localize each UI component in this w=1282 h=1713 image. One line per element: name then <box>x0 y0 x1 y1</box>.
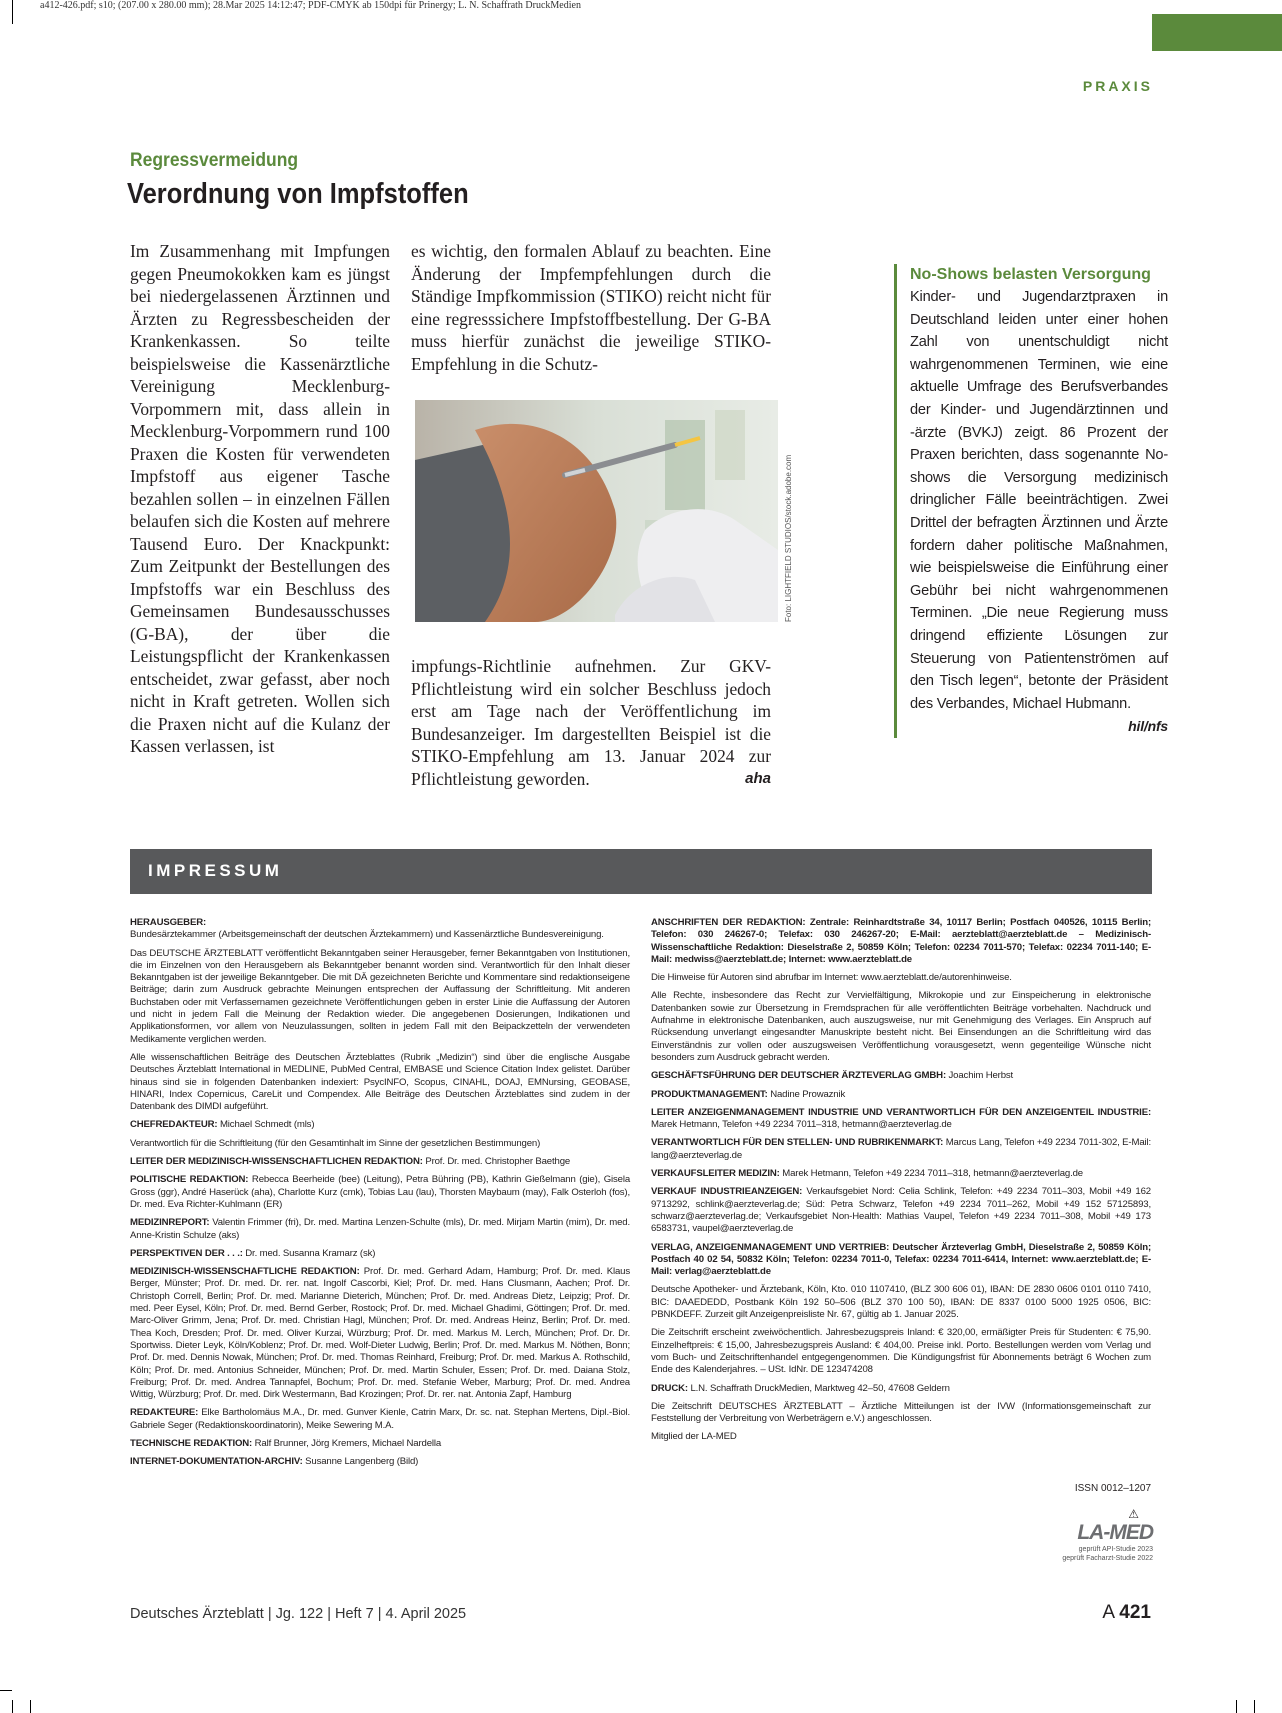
impressum-entry <box>651 1107 1151 1132</box>
journal-footer: Deutsches Ärzteblatt | Jg. 122 | Heft 7 | 4. April 2025 <box>130 1606 467 1622</box>
impressum-text: Joachim Herbst <box>948 1070 1014 1082</box>
impressum-right-column <box>651 917 1151 1450</box>
impressum-title: IMPRESSUM <box>148 861 283 880</box>
impressum-text: Verkaufsgebiet Nord: Celia Schlink, Telefon: +49 2234 7011–303, Mobil +49 162 9713292, schlink@aerzteverlag.de; Süd: Petra Schwarz, Telefon +49 2234 7011–262, Mobil +49 152 57125893, schwarz@aerzteverlag.de; Verkaufsgebiet Non-Health: Mathias Vaupel, Telefon +49 2234 7011–308, Mobil +49 173 6583731, vaupel@aerzteverlag.de <box>651 1186 1151 1235</box>
vaccination-photo <box>415 400 778 622</box>
impressum-label: VERKAUF INDUSTRIEANZEIGEN: <box>651 1186 803 1198</box>
impressum-label: ANSCHRIFTEN DER REDAKTION: <box>651 917 806 928</box>
section-color-tab <box>1152 14 1282 51</box>
impressum-entry <box>130 1174 630 1211</box>
sidebar-body <box>910 286 1168 735</box>
impressum-entry <box>130 1052 630 1113</box>
impressum-text: Dr. med. Susanna Kramarz (sk) <box>245 1247 376 1259</box>
impressum-text: Susanne Langenberg (Bild) <box>305 1456 419 1468</box>
impressum-label: PERSPEKTIVEN DER . . .: <box>130 1247 243 1259</box>
impressum-text: Alle wissenschaftlichen Beiträge des Deutschen Ärzteblattes (Rubrik „Medizin“) sind über die englische Ausgabe Deutsches Ärzteblatt International in MEDLINE, PubMed Central, EMBASE und Science Citation Index gelistet. Darüber hinaus sind sie in folgenden Datenbanken indexiert: PsycINFO, Scopus, CINAHL, DOAJ, EMNursing, GEOBASE, HINARI, Index Copernicus, CareLit und Compendex. Alle Beiträge des Deutschen Ärzteblattes sind zudem in der Datenbank des DIMDI aufgeführt. <box>130 1051 630 1113</box>
impressum-entry <box>130 1266 630 1401</box>
news-sidebar <box>894 264 1168 738</box>
impressum-entry <box>651 1383 1151 1395</box>
sidebar-signature: hil/nfs <box>1128 718 1168 735</box>
crop-mark <box>12 0 13 24</box>
impressum-entry <box>651 1168 1151 1180</box>
impressum-label: VERLAG, ANZEIGENMANAGEMENT UND VERTRIEB: <box>651 1241 890 1253</box>
impressum-text: Das DEUTSCHE ÄRZTEBLATT veröffentlicht Bekanntgaben seiner Herausgeber, ferner Bekanntgaben von Institutionen, die im Einzelnen von den Herausgebern als Bekanntgeber benannt worden sind. Verantwortlich für den Inhalt dieser Bekanntgaben ist der jeweilige Bekanntgeber. Die mit DÄ gezeichneten Berichte und Kommentare sind redaktionseigene Beiträge; darin zum Ausdruck gebrachte Meinungen entsprechen der Auffassung der Schriftleitung. Mit anderen Buchstaben oder mit Verfassernamen gezeichnete Veröffentlichungen geben in erster Linie die Auffassung der Autoren und nicht in jedem Fall die Meinung der Redaktion wieder. Die angegebenen Dosierungen, Indikationen und Applikationsformen, vor allem von Neuzulassungen, sollten in jedem Fall mit den Beipackzetteln der verwendeten Medikamente verglichen werden. <box>130 947 630 1045</box>
impressum-label: LEITER DER MEDIZINISCH-WISSENSCHAFTLICHEN REDAKTION: <box>130 1156 423 1168</box>
impressum-label: LEITER ANZEIGENMANAGEMENT INDUSTRIE UND VERANTWORTLICH FÜR DEN ANZEIGENTEIL INDUSTRIE: <box>651 1106 1151 1118</box>
impressum-entry <box>651 1401 1151 1426</box>
crop-mark <box>0 1690 12 1691</box>
impressum-entry <box>130 917 630 942</box>
impressum-text: Zentrale: Reinhardtstraße 34, 10117 Berlin; Postfach 040526, 10115 Berlin; Telefon: 030 246267-0; Telefax: 030 246267-20; E-Mail: aerzteblatt@aerzteblatt.de – Medizinisch-Wissenschaftliche Redaktion: Dieselstraße 2, 50859 Köln; Telefon: 02234 7011-570; Telefax: 02234 7011-140; E-Mail: medwiss@aerzteblatt.de; Internet: www.aerzteblatt.de <box>651 917 1151 965</box>
lamed-logo: LA-MED <box>1077 1521 1153 1544</box>
lamed-note-line: geprüft Facharzt-Studie 2022 <box>1062 1555 1153 1562</box>
impressum-text: Valentin Frimmer (fri), Dr. med. Martina Lenzen-Schulte (mls), Dr. med. Mirjam Martin (mim), Dr. med. Anne-Kristin Schulze (aks) <box>130 1217 631 1241</box>
impressum-text: Deutscher Ärzteverlag GmbH, Dieselstraße 2, 50859 Köln; Postfach 40 02 54, 50832 Köln; Telefon: 02234 7011-0, Telefax: 02234 7011-6414, Internet: www.aerzteblatt.de; E-Mail: verlag@aerzteblatt.de <box>651 1241 1151 1278</box>
crop-mark <box>30 1700 31 1713</box>
page-prefix: A <box>1102 1602 1115 1623</box>
section-label: PRAXIS <box>1082 78 1153 94</box>
impressum-entry <box>651 972 1151 984</box>
impressum-entry <box>651 1070 1151 1082</box>
impressum-label: TECHNISCHE REDAKTION: <box>130 1437 253 1449</box>
impressum-text: Rebecca Beerheide (bee) (Leitung), Petra Bühring (PB), Kathrin Gießelmann (gie), Gisela Gross (ggr), André Haserück (aha), Charlotte Kurz (cmk), Tobias Lau (lau), Thorsten Maybaum (may), Falk Osterloh (fos), Dr. med. Eva Richter-Kuhlmann (ER) <box>130 1174 631 1210</box>
article-column-2-top <box>411 240 771 375</box>
sidebar-title: No-Shows belasten Versorgung <box>910 266 1151 283</box>
impressum-left-column <box>130 917 630 1475</box>
impressum-entry <box>651 1284 1151 1321</box>
impressum-label: HERAUSGEBER: <box>130 917 207 928</box>
impressum-entry <box>651 1186 1151 1235</box>
impressum-entry <box>651 1137 1151 1162</box>
impressum-text: Bundesärztekammer (Arbeitsgemeinschaft der deutschen Ärztekammern) und Kassenärztliche Bundesvereinigung. <box>130 929 604 941</box>
impressum-header-bar <box>130 849 1152 894</box>
sidebar-text: Kinder- und Jugendarztpraxen in Deutschland leiden unter einer hohen Zahl von unentschuldigt nicht wahrgenommenen Terminen, wie eine aktuelle Umfrage des Berufsverbandes der Kinder- und Jugendärztinnen und -ärzte (BVKJ) zeigt. 86 Prozent der Praxen berichten, dass sogenannte No-shows die Versorgung medizinisch dringlicher Fälle beeinträchtigen. Zwei Drittel der befragten Ärztinnen und Ärzte fordern daher politische Maßnahmen, wie beispielsweise die Einführung einer Gebühr bei nicht wahrgenommenen Terminen. „Die neue Regierung muss dringend effiziente Lösungen zur Steuerung von Patientenströmen auf den Tisch legen“, betonte der Präsident des Verbandes, Michael Hubmann. <box>910 289 1168 712</box>
impressum-entry <box>651 917 1151 966</box>
impressum-entry <box>651 1242 1151 1279</box>
impressum-text: Deutsche Apotheker- und Ärztebank, Köln, Kto. 010 1107410, (BLZ 300 606 01), IBAN: DE 2830 0606 0101 0110 7410, BIC: DAAEDEDD, Postbank Köln 192 50–506 (BLZ 370 100 50), IBAN: DE 8337 0100 5000 1925 0506, BIC: PBNKDEFF. Zurzeit gilt Anzeigenpreisliste Nr. 67, gültig ab 1. Januar 2025. <box>651 1284 1151 1321</box>
article-text <box>411 655 771 790</box>
impressum-label: MEDIZINREPORT: <box>130 1217 210 1229</box>
photo-credit: Foto: LIGHTFIELD STUDIOS/stock.adobe.com <box>784 454 793 622</box>
impressum-text: Nadine Prowaznik <box>770 1088 846 1100</box>
article-text: es wichtig, den formalen Ablauf zu beachten. Eine Änderung der Impfempfehlungen durch die Ständige Impfkommission (STIKO) reicht nicht für eine regresssichere Impfstoffbestellung. Der G-BA muss hierfür zunächst die jeweilige STIKO-Empfehlung in die Schutz- <box>411 241 771 374</box>
article-column-1 <box>130 240 390 758</box>
impressum-text: Alle Rechte, insbesondere das Recht zur Vervielfältigung, Mikrokopie und zur Einspeicherung in elektronische Datenbanken sowie zur Übersetzung in Fremdsprachen für alle veröffentlichten Beiträge vorbehalten. Nachdruck und Aufnahme in elektronische Datenbanken, auch auszugsweise, nur mit Genehmigung des Verlages. Ein Anspruch auf Rücksendung unverlangt eingesandter Manuskripte besteht nicht. Bei Einsendungen an die Schriftleitung wird das Einverständnis zur vollen oder auszugsweisen Veröffentlichung vorausgesetzt, wenn gegenteilige Wünsche nicht besonders zum Ausdruck gebracht werden. <box>651 990 1151 1063</box>
article-title: Verordnung von Impfstoffen <box>127 178 469 210</box>
impressum-text: Mitglied der LA-MED <box>651 1431 737 1443</box>
impressum-text: Marcus Lang, Telefon +49 2234 7011-302, E-Mail: lang@aerzteverlag.de <box>651 1137 1151 1161</box>
impressum-label: VERKAUFSLEITER MEDIZIN: <box>651 1168 780 1180</box>
impressum-label: CHEFREDAKTEUR: <box>130 1119 218 1131</box>
impressum-label: INTERNET-DOKUMENTATION-ARCHIV: <box>130 1456 303 1468</box>
impressum-entry <box>130 1456 630 1468</box>
impressum-entry <box>130 1407 630 1432</box>
impressum-text: Prof. Dr. med. Christopher Baethge <box>425 1156 571 1168</box>
crop-mark <box>1254 1700 1255 1713</box>
impressum-text: Marek Hetmann, Telefon +49 2234 7011–318, hetmann@aerzteverlag.de <box>651 1119 952 1131</box>
impressum-label: DRUCK: <box>651 1382 688 1394</box>
impressum-entry <box>130 1156 630 1168</box>
impressum-entry <box>651 1327 1151 1376</box>
impressum-text: Verantwortlich für die Schriftleitung (für den Gesamtinhalt im Sinne der gesetzlichen Bestimmungen) <box>130 1137 541 1149</box>
article-kicker: Regressvermeidung <box>130 150 299 171</box>
impressum-text: Marek Hetmann, Telefon +49 2234 7011–318, hetmann@aerzteverlag.de <box>782 1168 1083 1180</box>
crop-mark <box>1236 1700 1237 1713</box>
impressum-entry <box>130 948 630 1046</box>
lamed-note <box>1043 1545 1153 1563</box>
impressum-entry <box>651 1431 1151 1443</box>
lamed-note-line: geprüft API-Studie 2023 <box>1078 1546 1153 1553</box>
print-slug: a412-426.pdf; s10; (207.00 x 280.00 mm); 28.Mar 2025 14:12:47; PDF-CMYK ab 150dpi für Prinergy; L. N. Schaffrath DruckMedien <box>40 0 581 11</box>
impressum-label: REDAKTEURE: <box>130 1407 199 1419</box>
impressum-text: Elke Bartholomäus M.A., Dr. med. Gunver Kienle, Catrin Marx, Dr. sc. nat. Stephan Mertens, Dipl.-Biol. Gabriele Seger (Redaktionskoordinatorin), Meike Sewering M.A. <box>130 1407 631 1431</box>
impressum-entry <box>130 1138 630 1150</box>
article-column-2-bottom <box>411 655 771 790</box>
article-text: Im Zusammenhang mit Impfungen gegen Pneumokokken kam es jüngst bei niedergelassenen Ärztinnen und Ärzten zu Regressbescheiden der Krankenkassen. So teilte beispielsweise die Kassenärztliche Vereinigung Mecklenburg-Vorpommern mit, dass allein in Mecklenburg-Vorpommern rund 100 Praxen die Kosten für verwendeten Impfstoff aus eigener Tasche bezahlen sollen – in einzelnen Fällen belaufen sich die Kosten auf mehrere Tausend Euro. Der Knackpunkt: Zum Zeitpunkt der Bestellungen des Impfstoffs war ein Beschluss des Gemeinsamen Bundesausschusses (G-BA), der über die Leistungspflicht der Krankenkassen entscheidet, zwar gefasst, aber noch nicht in Kraft getreten. Wollen sich die Praxen nicht auf die Kulanz der Kassen verlassen, ist <box>130 241 390 756</box>
impressum-label: MEDIZINISCH-WISSENSCHAFTLICHE REDAKTION: <box>130 1266 360 1278</box>
author-signature: aha <box>745 769 771 787</box>
impressum-entry <box>130 1248 630 1260</box>
crop-mark <box>12 1700 13 1713</box>
impressum-text: L.N. Schaffrath DruckMedien, Marktweg 42–50, 47608 Geldern <box>690 1382 950 1394</box>
impressum-text: Die Zeitschrift DEUTSCHES ÄRZTEBLATT – Ärztliche Mitteilungen ist der IVW (Informationsgemeinschaft zur Feststellung der Verbreitung von Werbeträgern e.V.) angeschlossen. <box>651 1400 1151 1425</box>
impressum-entry <box>651 990 1151 1064</box>
impressum-entry <box>130 1119 630 1131</box>
page-number <box>1102 1602 1151 1624</box>
impressum-text: Michael Schmedt (mls) <box>219 1119 315 1131</box>
article-text-end: impfungs-Richtlinie aufnehmen. Zur GKV-Pflichtleistung wird ein solcher Beschluss jedoch erst am Tage nach der Veröffentlichung im Bundesanzeiger. Im dargestellten Beispiel ist die STIKO-Empfehlung am 13. Januar 2024 zur Pflichtleistung geworden. <box>411 656 771 789</box>
impressum-label: PRODUKTMANAGEMENT: <box>651 1088 768 1100</box>
impressum-text: Prof. Dr. med. Gerhard Adam, Hamburg; Prof. Dr. med. Klaus Berger, Münster; Prof. Dr. med. Dr. rer. nat. Ingolf Cascorbi, Kiel; Prof. Dr. med. Hans Clusmann, Aachen; Prof. Dr. Christoph Correll, Berlin; Prof. Dr. med. Marianne Dieterich, München; Prof. Dr. med. Andreas Dietz, Leipzig; Prof. Dr. med. Peer Eysel, Köln; Prof. Dr. med. Bernd Gerber, Rostock; Prof. Dr. med. Michael Ghadimi, Göttingen; Prof. Dr. med. Marc-Oliver Grimm, Jena; Prof. Dr. med. Christian Hagl, München; Prof. Dr. med. Andreas Heinz, Berlin; Prof. Dr. med. Thea Koch, Dresden; Prof. Dr. med. Oliver Kurzai, Würzburg; Prof. Dr. med. Markus M. Lerch, München; Prof. Dr. Dr. Sportwiss. Dieter Leyk, Köln/Koblenz; Prof. Dr. med. Wolf-Dieter Ludwig, Berlin; Prof. Dr. med. Markus M. Nöthen, Bonn; Prof. Dr. med. Dennis Nowak, München; Prof. Dr. med. Thomas Reinhard, Freiburg; Prof. Dr. med. Markus A. Rothschild, Köln; Prof. Dr. med. Antonius Schneider, München; Prof. Dr. med. Martin Schuler, Essen; Prof. Dr. med. Daiana Stolz, Freiburg; Prof. Dr. med. Andrea Tannapfel, Bochum; Prof. Dr. med. Stefanie Weber, Marburg; Prof. Dr. med. Andrea Wittig, Würzburg; Prof. Dr. med. Dirk Westermann, Bad Krozingen; Prof. Dr. rer. nat. Antonia Zapf, Hamburg <box>130 1266 631 1401</box>
issn: ISSN 0012–1207 <box>1074 1483 1151 1494</box>
impressum-label: GESCHÄFTSFÜHRUNG DER DEUTSCHER ÄRZTEVERLAG GMBH: <box>651 1070 947 1082</box>
impressum-entry <box>651 1089 1151 1101</box>
impressum-entry <box>130 1217 630 1242</box>
page-number-value: 421 <box>1119 1602 1151 1623</box>
impressum-text: Ralf Brunner, Jörg Kremers, Michael Nardella <box>254 1437 442 1449</box>
lamed-badge <box>1043 1507 1153 1563</box>
impressum-entry <box>130 1438 630 1450</box>
impressum-text: Die Hinweise für Autoren sind abrufbar im Internet: www.aerzteblatt.de/autorenhinweise. <box>651 972 1012 984</box>
impressum-label: POLITISCHE REDAKTION: <box>130 1174 249 1186</box>
warning-triangle-icon: ⚠ <box>1128 1507 1139 1521</box>
impressum-label: VERANTWORTLICH FÜR DEN STELLEN- UND RUBRIKENMARKT: <box>651 1137 944 1149</box>
impressum-text: Die Zeitschrift erscheint zweiwöchentlich. Jahresbezugspreis Inland: € 320,00, ermäßigter Preis für Studenten: € 75,90. Einzelheftpreis: € 15,00, Jahresbezugspreis Ausland: € 404,00. Preise inkl. Porto. Bestellungen werden vom Verlag und vom Buch- und Zeitschriftenhandel entgegengenommen. Die Kündigungsfrist für Abonnements beträgt 6 Wochen zum Ende des Kalenderjahres. – USt. IdNr. DE 123474208 <box>651 1327 1151 1376</box>
vaccination-photo-illustration <box>415 400 778 622</box>
